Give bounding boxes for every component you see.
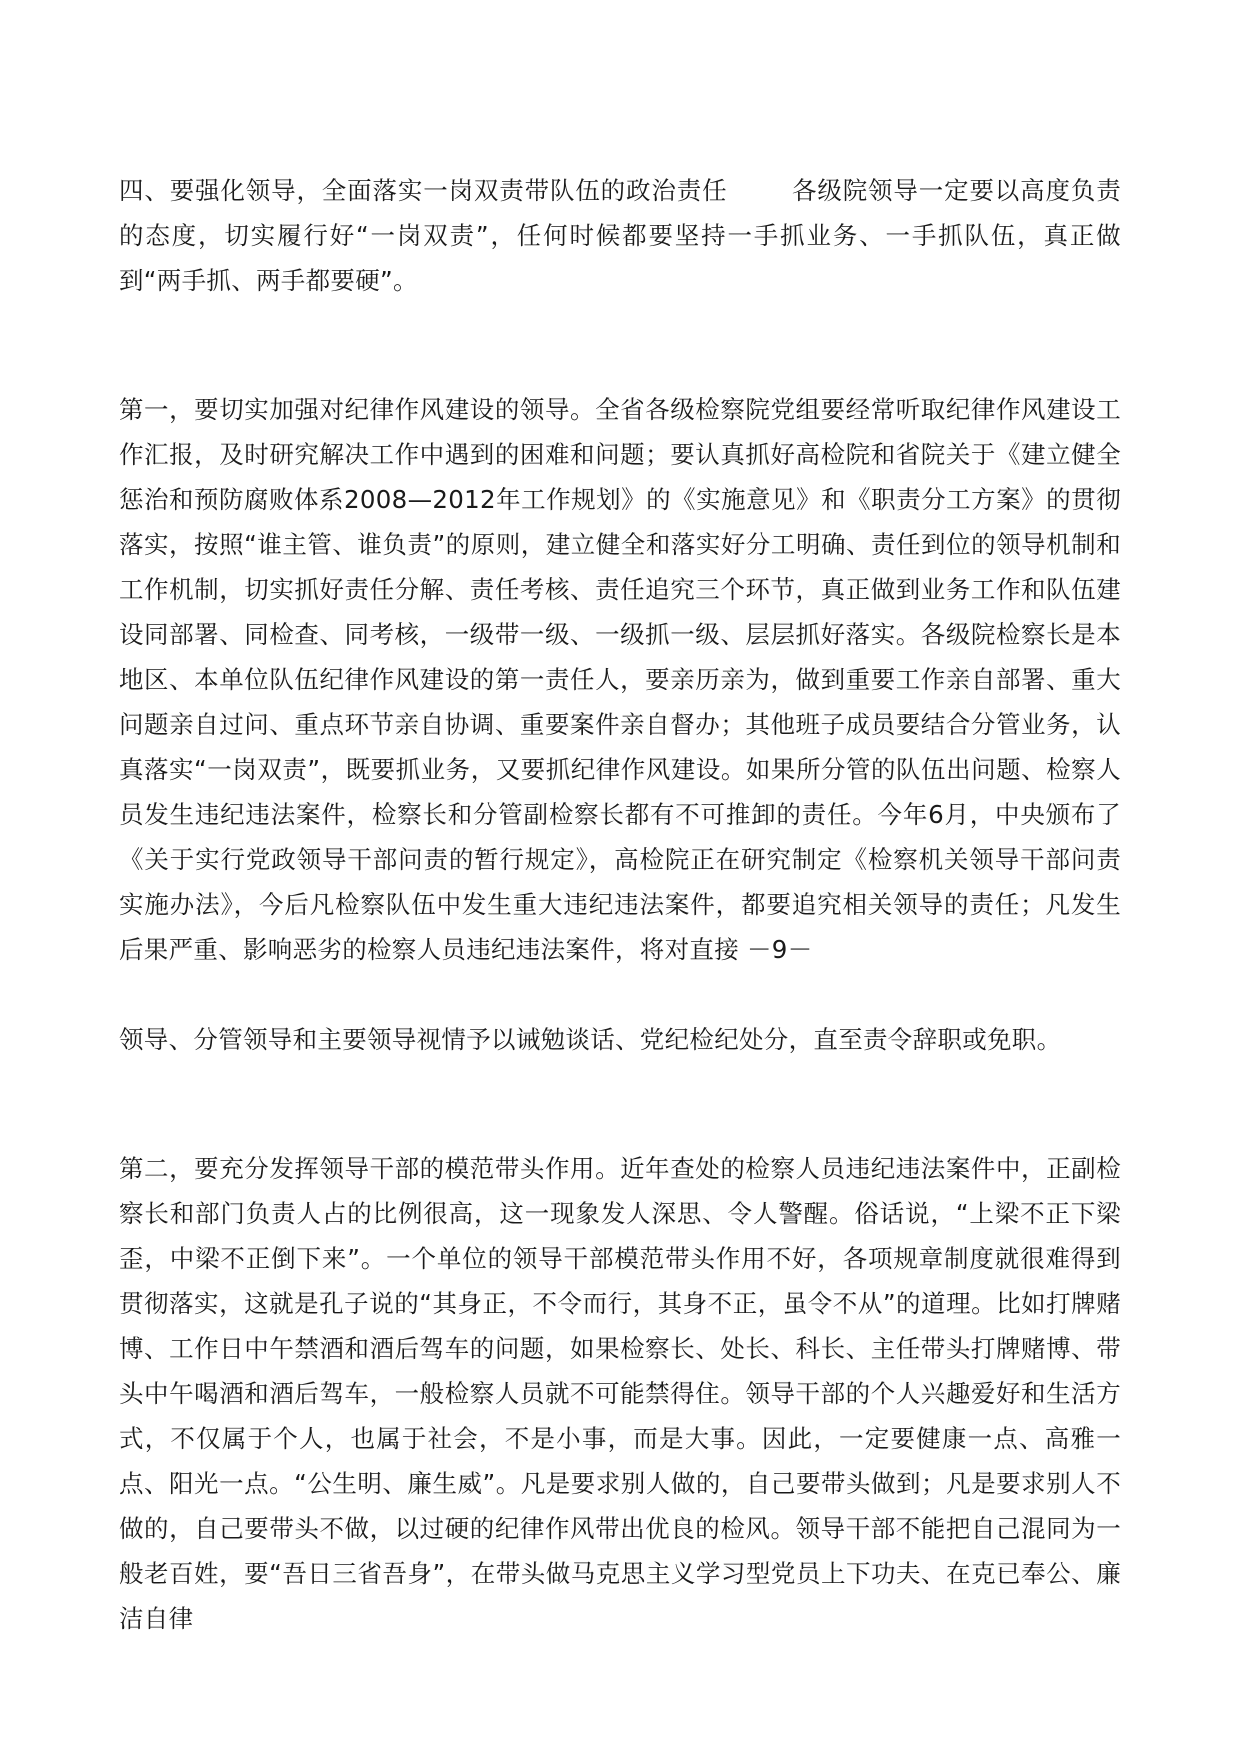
paragraph-continuation (119, 1017, 1121, 1062)
document-body (119, 168, 1121, 1641)
paragraph-first-point (119, 387, 1121, 972)
section-heading: 四、要强化领导，全面落实一岗双责带队伍的政治责任 (119, 176, 728, 205)
paragraph-text: 各级院领导一定要以高度负责的态度，切实履行好“一岗双责”，任何时候都要坚持一手抓业务、一手抓队伍，真正做到“两手抓、两手都要硬”。 (119, 176, 1122, 295)
paragraph-section-four (119, 168, 1121, 303)
paragraph-text: 领导、分管领导和主要领导视情予以诫勉谈话、党纪检纪处分，直至责令辞职或免职。 (119, 1025, 1062, 1054)
paragraph-text: 第二，要充分发挥领导干部的模范带头作用。近年查处的检察人员违纪违法案件中，正副检察长和部门负责人占的比例很高，这一现象发人深思、令人警醒。俗话说，“上梁不正下梁歪，中梁不正倒下来”。一个单位的领导干部模范带头作用不好，各项规章制度就很难得到贯彻落实，这就是孔子说的“其身正，不令而行，其身不正，虽令不从”的道理。比如打牌赌博、工作日中午禁酒和酒后驾车的问题，如果检察长、处长、科长、主任带头打牌赌博、带头中午喝酒和酒后驾车，一般检察人员就不可能禁得住。领导干部的个人兴趣爱好和生活方式，不仅属于个人，也属于社会，不是小事，而是大事。因此，一定要健康一点、高雅一点、阳光一点。“公生明、廉生威”。凡是要求别人做的，自己要带头做到；凡是要求别人不做的，自己要带头不做，以过硬的纪律作风带出优良的检风。领导干部不能把自己混同为一般老百姓，要“吾日三省吾身”，在带头做马克思主义学习型党员上下功夫、在克已奉公、廉洁自律 (119, 1154, 1121, 1633)
paragraph-second-point (119, 1146, 1121, 1641)
paragraph-text: 第一，要切实加强对纪律作风建设的领导。全省各级检察院党组要经常听取纪律作风建设工作汇报，及时研究解决工作中遇到的困难和问题；要认真抓好高检院和省院关于《建立健全惩治和预防腐败体系2008—2012年工作规划》的《实施意见》和《职责分工方案》的贯彻落实，按照“谁主管、谁负责”的原则，建立健全和落实好分工明确、责任到位的领导机制和工作机制，切实抓好责任分解、责任考核、责任追究三个环节，真正做到业务工作和队伍建设同部署、同检查、同考核，一级带一级、一级抓一级、层层抓好落实。各级院检察长是本地区、本单位队伍纪律作风建设的第一责任人，要亲历亲为，做到重要工作亲自部署、重大问题亲自过问、重点环节亲自协调、重要案件亲自督办；其他班子成员要结合分管业务，认真落实“一岗双责”，既要抓业务，又要抓纪律作风建设。如果所分管的队伍出问题、检察人员发生违纪违法案件，检察长和分管副检察长都有不可推卸的责任。今年6月，中央颁布了《关于实行党政领导干部问责的暂行规定》，高检院正在研究制定《检察机关领导干部问责实施办法》，今后凡检察队伍中发生重大违纪违法案件，都要追究相关领导的责任；凡发生后果严重、影响恶劣的检察人员违纪违法案件，将对直接 (119, 395, 1121, 964)
page-number: －9－ (747, 935, 813, 964)
